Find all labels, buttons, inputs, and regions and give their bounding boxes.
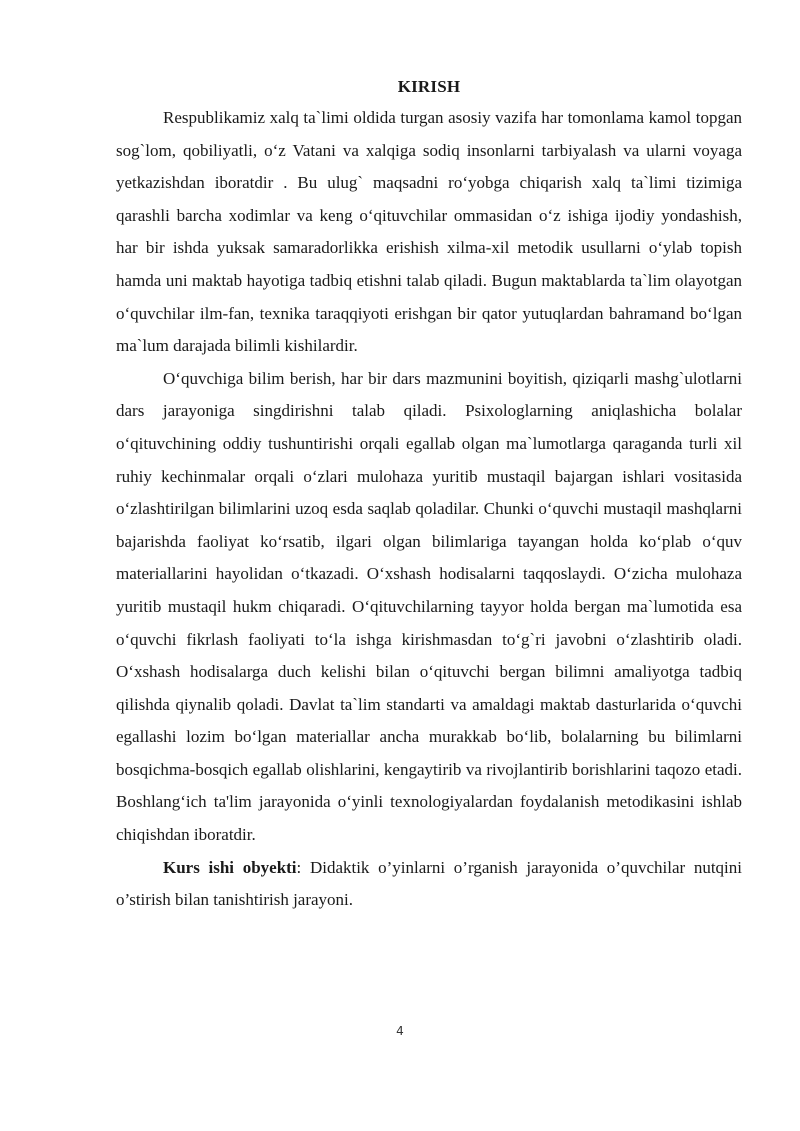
section-title: KIRISH	[397, 77, 461, 96]
page-number: 4	[396, 1024, 404, 1038]
course-object-text: : Didaktik o’yinlarni o’rganish jarayonida o’quvchilar nutqini o’stirish bilan tanishtirish jarayoni.	[116, 857, 742, 910]
document-page	[116, 72, 742, 917]
paragraph-intro: Respublikamiz xalq ta`limi oldida turgan asosiy vazifa har tomonlama kamol topgan sog`lom, qobiliyatli, o‘z Vatani va xalqiga sodiq insonlarni tarbiyalash va ularni voyaga yetkazishdan iboratdir . Bu ulug` maqsadni ro‘yobga chiqarish xalq ta`limi tizimiga qarashli barcha xodimlar va keng o‘qituvchilar ommasidan o‘z ishiga ijodiy yondashish, har bir ishda yuksak samaradorlikka erishish xilma-xil metodik usullarni o‘ylab topish hamda uni maktab hayotiga tadbiq etishni talab qiladi. Bugun maktablarda ta`lim olayotgan o‘quvchilar ilm-fan, texnika taraqqiyoti erishgan bir qator yutuqlardan bahramand bo‘lgan ma`lum darajada bilimli kishilardir.	[116, 108, 742, 356]
course-object-label: Kurs ishi obyekti	[163, 857, 297, 877]
paragraph-course-object	[116, 852, 742, 917]
paragraph-body: O‘quvchiga bilim berish, har bir dars mazmunini boyitish, qiziqarli mashg`ulotlarni dars jarayoniga singdirishni talab qiladi. Psixologlarning aniqlashicha bolalar o‘qituvchining oddiy tushuntirishi orqali egallab olgan ma`lumotlarga qaraganda turli xil ruhiy kechinmalar orqali o‘zlari mulohaza yuritib mustaqil bajargan ishlari vositasida o‘zlashtirilgan bilimlarini uzoq esda saqlab qoladilar. Chunki o‘quvchi mustaqil mashqlarni bajarishda faoliyat ko‘rsatib, ilgari olgan bilimlariga tayangan holda ko‘plab o‘quv materiallarini hayolidan o‘tkazadi. O‘xshash hodisalarni taqqoslaydi. O‘zicha mulohaza yuritib mustaqil hukm chiqaradi. O‘qituvchilarning tayyor holda bergan ma`lumotida esa o‘quvchi fikrlash faoliyati to‘la ishga kirishmasdan to‘g`ri javobni o‘zlashtirib oladi. O‘xshash hodisalarga duch kelishi bilan o‘qituvchi bergan bilimni amaliyotga tadbiq qilishda qiynalib qoladi. Davlat ta`lim standarti va amaldagi maktab dasturlarida o‘quvchi egallashi lozim bo‘lgan materiallar ancha murakkab bo‘lib, bolalarning bu bilimlarni bosqichma-bosqich egallab olishlarini, kengaytirib va rivojlantirib borishlarini taqozo etadi. Boshlang‘ich ta'lim jarayonida o‘yinli texnologiyalardan foydalanish metodikasini ishlab chiqishdan iboratdir.	[116, 368, 742, 845]
